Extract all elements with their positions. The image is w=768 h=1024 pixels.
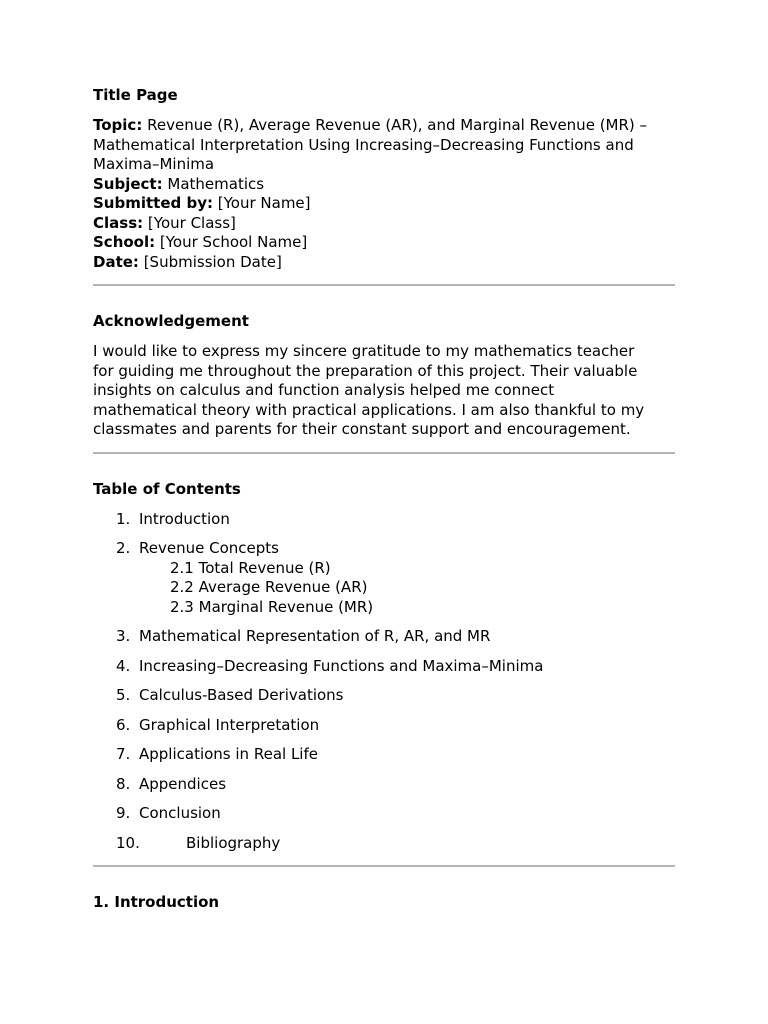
submitted-by-value: [Your Name] xyxy=(217,194,311,212)
submitted-by-line xyxy=(93,194,675,214)
document-page xyxy=(93,86,675,913)
toc-item-calculus-derivations xyxy=(93,686,675,706)
toc-item-label: Revenue Concepts xyxy=(139,539,279,557)
paragraph-line: mathematical theory with practical applications. I am also thankful to my xyxy=(93,400,645,419)
topic-label: Topic: xyxy=(93,116,143,134)
class-label: Class: xyxy=(93,213,144,232)
date-value: [Submission Date] xyxy=(143,252,282,271)
toc-item-label: Calculus-Based Derivations xyxy=(139,686,344,704)
toc-item-label: Increasing–Decreasing Functions and Maxima–Minima xyxy=(139,656,544,675)
toc-heading: Table of Contents xyxy=(93,479,241,498)
school-value: [Your School Name] xyxy=(159,233,308,251)
date-label: Date: xyxy=(93,252,139,271)
submitted-by-label: Submitted by: xyxy=(93,194,213,212)
paragraph-line: classmates and parents for their constant support and encouragement. xyxy=(93,420,631,438)
toc-subitem-average-revenue xyxy=(93,578,675,598)
toc-list xyxy=(93,510,675,854)
paragraph-line: insights on calculus and function analysis helped me connect xyxy=(93,381,555,399)
toc-item-label: Appendices xyxy=(139,774,227,793)
toc-subitem-marginal-revenue xyxy=(93,598,675,618)
toc-item-mathematical-representation xyxy=(93,627,675,647)
paragraph-line: for guiding me throughout the preparation of this project. Their valuable xyxy=(93,361,638,380)
toc-item-bibliography xyxy=(93,834,675,854)
toc-item-increasing-decreasing xyxy=(93,657,675,677)
toc-subitem-label: 2.3 Marginal Revenue (MR) xyxy=(170,597,374,616)
topic-value: Revenue (R), Average Revenue (AR), and Marginal Revenue (MR) – Mathematical Interpretation Using Increasing–Decreasing Functions and Maxima–Minima xyxy=(93,116,648,173)
toc-item-conclusion xyxy=(93,804,675,824)
subject-label: Subject: xyxy=(93,174,163,193)
toc-item-label: Applications in Real Life xyxy=(139,745,318,763)
school-label: School: xyxy=(93,233,156,251)
toc-subitem-label: 2.1 Total Revenue (R) xyxy=(170,558,331,577)
toc-item-appendices xyxy=(93,775,675,795)
toc-item-label: Conclusion xyxy=(139,804,221,822)
paragraph-line: I would like to express my sincere gratitude to my mathematics teacher xyxy=(93,342,635,360)
toc-item-introduction xyxy=(93,510,675,530)
toc-item-applications xyxy=(93,745,675,765)
toc-item-number: 3. xyxy=(116,627,131,645)
toc-item-number: 7. xyxy=(116,745,131,763)
class-line xyxy=(93,214,675,234)
toc-subitem-total-revenue xyxy=(93,559,675,579)
toc-item-label: Introduction xyxy=(139,509,230,528)
introduction-heading: 1. Introduction xyxy=(93,893,220,911)
subject-value: Mathematics xyxy=(167,174,265,193)
class-value: [Your Class] xyxy=(147,213,236,232)
toc-item-number: 10. xyxy=(116,833,140,852)
toc-item-number: 5. xyxy=(116,686,131,704)
toc-item-label: Graphical Interpretation xyxy=(139,715,320,734)
school-line xyxy=(93,233,675,253)
toc-item-label: Mathematical Representation of R, AR, and MR xyxy=(139,627,491,645)
toc-item-revenue-concepts xyxy=(93,539,675,559)
toc-item-number: 6. xyxy=(116,715,131,734)
title-page-heading: Title Page xyxy=(93,86,178,104)
toc-item-number: 9. xyxy=(116,804,131,822)
toc-item-label: Bibliography xyxy=(186,833,281,852)
toc-item-number: 4. xyxy=(116,656,131,675)
toc-item-number: 1. xyxy=(116,509,131,528)
toc-item-number: 8. xyxy=(116,774,131,793)
subject-line xyxy=(93,175,675,195)
acknowledgement-paragraph xyxy=(93,342,675,440)
toc-subitem-label: 2.2 Average Revenue (AR) xyxy=(170,578,368,596)
toc-item-number: 2. xyxy=(116,539,131,557)
topic-line xyxy=(93,116,675,175)
acknowledgement-heading: Acknowledgement xyxy=(93,312,249,330)
toc-item-graphical-interpretation xyxy=(93,716,675,736)
date-line xyxy=(93,253,675,273)
title-page-details xyxy=(93,116,675,272)
